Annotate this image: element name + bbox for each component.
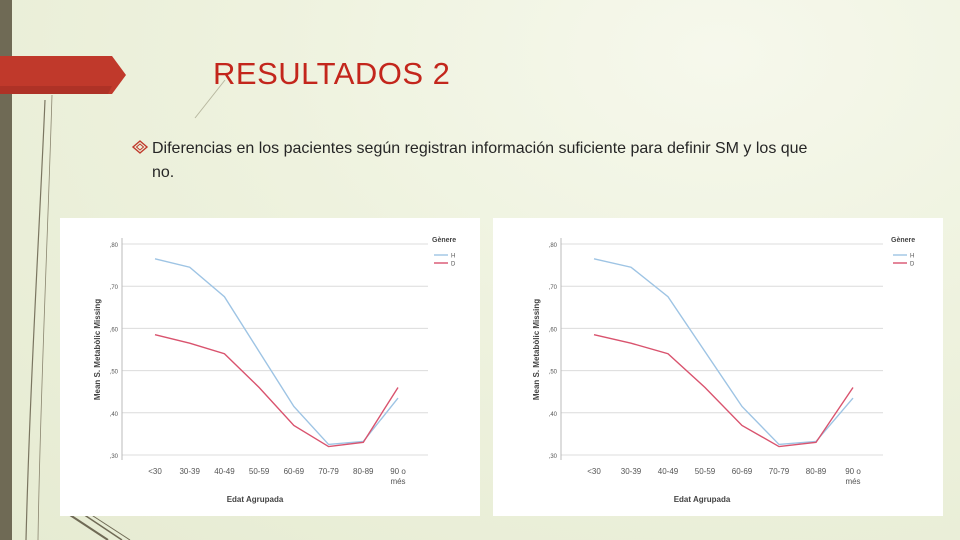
y-tick-label: ,60 xyxy=(109,327,118,334)
x-tick-label: 50-59 xyxy=(694,467,716,476)
x-axis-label: Edat Agrupada xyxy=(226,495,284,504)
x-tick-label: <30 xyxy=(148,467,162,476)
y-axis-label: Mean S. Metabòlic Missing xyxy=(93,298,102,401)
x-axis-label: Edat Agrupada xyxy=(673,495,731,504)
x-tick-label: més xyxy=(390,477,406,486)
legend-label: H xyxy=(910,253,915,260)
x-tick-label: 80-89 xyxy=(353,467,374,476)
x-tick-label: 40-49 xyxy=(214,467,235,476)
y-tick-label: ,30 xyxy=(109,454,118,460)
x-tick-label: 70-79 xyxy=(768,467,790,476)
x-tick-label: 80-89 xyxy=(805,467,827,476)
legend-label: H xyxy=(451,253,456,260)
x-tick-label: 90 o xyxy=(390,467,406,476)
x-tick-label: 90 o xyxy=(845,467,861,476)
bullet-text: Diferencias en los pacientes según registran información suficiente para definir SM y los que no. xyxy=(152,140,808,181)
y-tick-label: ,70 xyxy=(109,285,118,292)
diamond-bullet-icon xyxy=(131,140,149,154)
y-tick-label: ,40 xyxy=(109,411,118,418)
title-banner-arrow xyxy=(0,56,126,94)
x-tick-label: 50-59 xyxy=(248,467,270,476)
series-line-D xyxy=(155,335,398,447)
x-tick-label: més xyxy=(845,477,861,486)
x-tick-label: <30 xyxy=(587,467,601,476)
x-tick-label: 30-39 xyxy=(179,467,200,476)
x-tick-label: 30-39 xyxy=(620,467,642,476)
chart-panel-left xyxy=(60,218,480,516)
y-tick-label: ,80 xyxy=(109,243,118,249)
y-tick-label: ,60 xyxy=(548,327,557,334)
legend-title: Gènere xyxy=(891,237,916,244)
y-tick-label: ,70 xyxy=(548,285,557,292)
x-tick-label: 60-69 xyxy=(731,467,753,476)
line-chart-right xyxy=(493,218,943,516)
legend-title: Gènere xyxy=(432,237,457,244)
series-line-D xyxy=(594,335,853,447)
slide-title: RESULTADOS 2 xyxy=(213,56,451,91)
x-tick-label: 70-79 xyxy=(318,467,339,476)
y-tick-label: ,40 xyxy=(548,411,557,418)
y-tick-label: ,30 xyxy=(548,454,557,460)
legend-label: D xyxy=(910,261,915,268)
y-tick-label: ,80 xyxy=(548,243,557,249)
y-tick-label: ,50 xyxy=(109,369,118,376)
y-tick-label: ,50 xyxy=(548,369,557,376)
legend-label: D xyxy=(451,261,456,268)
line-chart-left xyxy=(60,218,480,516)
chart-panel-right xyxy=(493,218,943,516)
y-axis-label: Mean S. Metabòlic Missing xyxy=(532,298,541,401)
x-tick-label: 60-69 xyxy=(283,467,305,476)
x-tick-label: 40-49 xyxy=(657,467,679,476)
